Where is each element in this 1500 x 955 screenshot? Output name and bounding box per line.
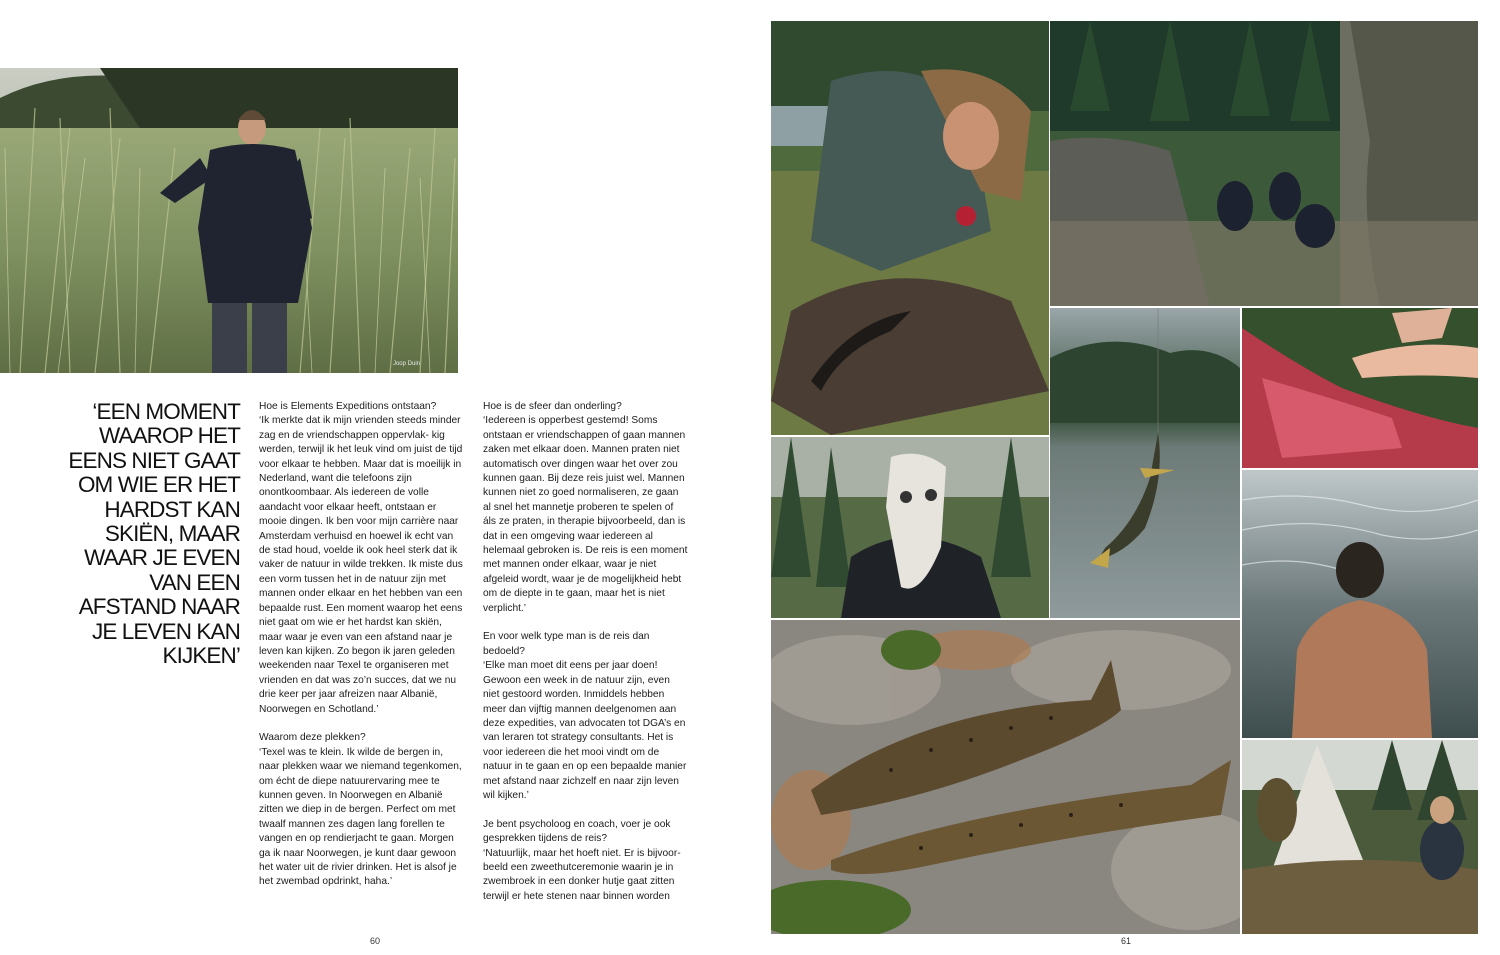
text-column-2 (483, 400, 688, 919)
question-4: En voor welk type man is de reis dan bedoeld? (483, 631, 650, 657)
photo-butchering (771, 21, 1049, 435)
answer-3: ‘Iedereen is opperbest gestemd! Soms ontstaan er vriendschappen of gaan mannen zaken met elkaar doen. Mannen praten niet automatisch over dingen waar het over zou kunnen gaan. Bij deze reis juist wel. Mannen kunnen niet zo goed normaliseren, ze gaan al snel het mannetje proberen te spelen of áls ze praten, in therapie bijvoorbeeld, dan is dat in een omgeving waar iedereen al helemaal gebroken is. De reis is een moment met mannen onder elkaar, waar je niet afgeleid wordt, waar je de mogelijkheid hebt om de diepte in te gaan, maar het is niet verplicht.’ (483, 415, 688, 614)
question-5: Je bent psycholoog en coach, voer je ook gesprekken tijdens de reis? (483, 818, 671, 845)
page-number-right: 61 (1121, 936, 1132, 946)
photo-camp (1242, 740, 1478, 934)
answer-2: ‘Texel was te klein. Ik wilde de bergen in, naar plekken waar we niemand tegenkomen, om écht de diepe natuurervaring mee te kunnen geven. In Noorwegen en Albanië zitten we diep in de bergen. Perfect om met twaalf mannen zes dagen lang forellen te vangen en op rendierjacht te gaan. Morgen ga ik naar Noorwegen, je kunt daar gewoon het water uit de rivier drinken. Het is alsof je het zwembad opdrinkt, haha.’ (259, 746, 462, 888)
text-column-1 (259, 400, 464, 904)
photo-credit: Joop Duin (392, 361, 420, 367)
answer-4: ‘Elke man moet dit eens per jaar doen! Gewoon een week in de natuur zijn, even niet gestoord worden. Inmiddels hebben meer dan vijftig mannen deelgenomen aan deze expedities, van advocaten tot DGA’s en van leraren tot strategy consultants. Het is voor iedereen die het mooi vindt om de natuur in te gaan en op een bepaalde manier met afstand naar zichzelf en naar zijn leven wil kijken.’ (483, 660, 687, 801)
question-2: Waarom deze plekken? (259, 732, 366, 744)
photo-trout (771, 620, 1240, 934)
question-1: Hoe is Elements Expeditions ontstaan? (259, 401, 437, 412)
question-3: Hoe is de sfeer dan onderling? (483, 401, 622, 412)
pull-quote: ‘EEN MOMENT WAAROP HET EENS NIET GAAT OM WIE ER HET HARDST KAN SKIËN, MAAR WAAR JE EVEN VAN EEN AFSTAND NAAR JE LEVEN KAN KIJKEN’ (68, 399, 240, 669)
portrait-photo (0, 68, 458, 373)
photo-forest-creek (1050, 21, 1478, 306)
photo-river-bather (1242, 470, 1478, 738)
photo-fish-on-line (1050, 308, 1240, 618)
answer-5: ‘Natuurlijk, maar het hoeft niet. Er is bijvoor- beeld een zweethutceremonie waarin je in zwembroek in een donker hutje gaat zitten terwijl er hete stenen naar binnen worden (483, 847, 681, 902)
photo-skull-mask (771, 437, 1049, 618)
page-number-left: 60 (370, 936, 381, 946)
photo-meat (1242, 308, 1478, 468)
answer-1: ‘Ik merkte dat ik mijn vrienden steeds minder zag en de vriendschappen oppervlak- kig werden, terwijl ik het leuk vind om juist de tijd voor elkaar te hebben. Maar dat is moeilijk in Nederland, want die telefoons zijn onontkoombaar. Als iedereen de volle aandacht voor elkaar heeft, ontstaan er mooie dingen. Ik ben voor mijn carrière naar Amsterdam verhuisd en hoewel ik echt van de stad houd, voelde ik ook heel sterk dat ik vaker de natuur in wilde trekken. Ik miste dus een vorm tussen het in de natuur zijn met mannen onder elkaar en het hebben van een bepaalde rust. Een moment waarop het eens niet gaat om wie er het hardst kan skiën, maar waar je even van een afstand naar je leven kan kijken. Zo begon ik jaren geleden weekenden naar Texel te organiseren met vrienden en dat was zo’n succes, dat we nu drie keer per jaar afreizen naar Albanië, Noorwegen en Schotland.’ (259, 415, 463, 715)
